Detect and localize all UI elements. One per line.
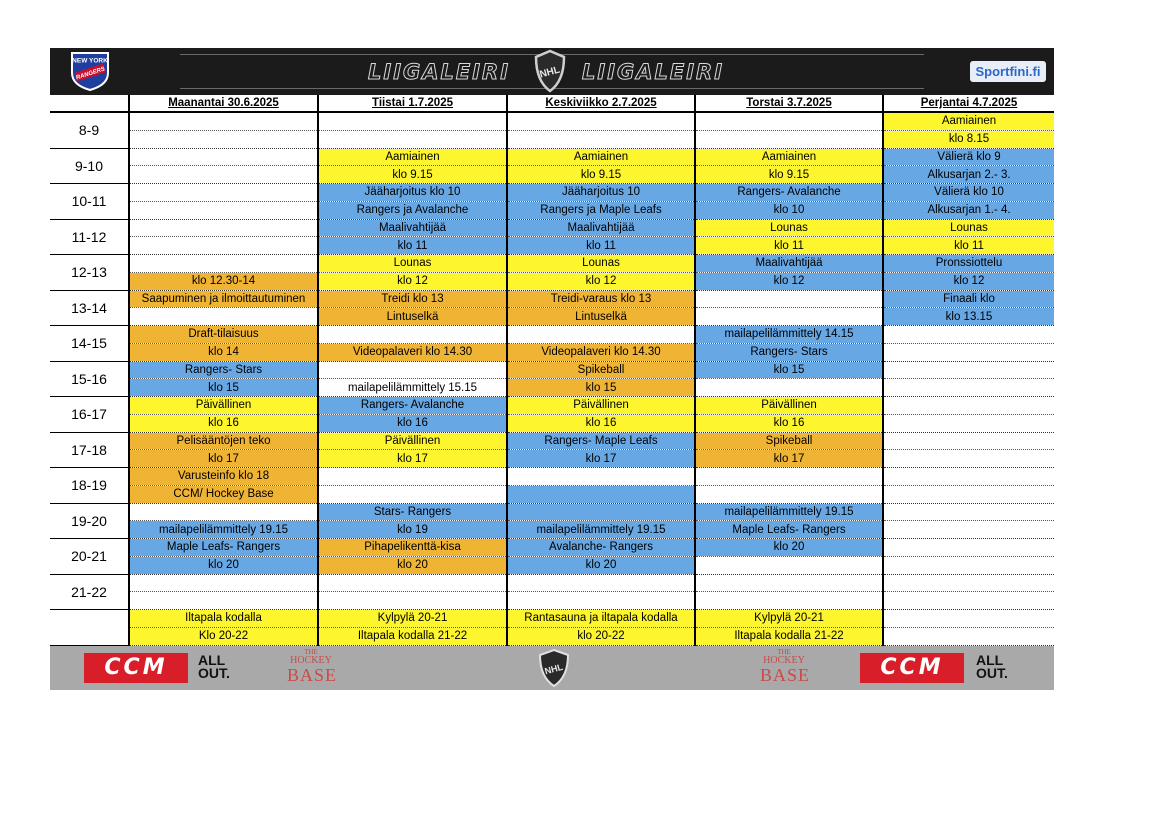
time-label: 21-22	[50, 574, 129, 610]
schedule-cell: klo 11	[507, 237, 695, 255]
schedule-cell: Päivällinen	[129, 397, 318, 415]
nhl-shield-icon	[532, 49, 568, 93]
header-banner	[50, 48, 1054, 95]
hockey-base-hockey: HOCKEY	[290, 654, 332, 666]
time-slot-row	[50, 326, 1054, 344]
schedule-cell	[883, 379, 1054, 397]
schedule-cell	[129, 503, 318, 521]
time-label: 8-9	[50, 112, 129, 148]
schedule-cell: Iltapala kodalla	[129, 610, 318, 628]
schedule-cell: klo 12	[318, 272, 507, 290]
schedule-cell: Lintuselkä	[318, 308, 507, 326]
schedule-cell: klo 20-22	[507, 627, 695, 645]
schedule-cell	[129, 184, 318, 202]
time-slot-row	[50, 379, 1054, 397]
nhl-shield-text: NHL	[538, 64, 562, 81]
time-label: 13-14	[50, 290, 129, 326]
schedule-cell: Treidi-varaus klo 13	[507, 290, 695, 308]
schedule-cell: klo 17	[129, 450, 318, 468]
all-out-word2: OUT.	[976, 664, 1008, 681]
schedule-cell: klo 17	[695, 450, 883, 468]
time-label: 16-17	[50, 397, 129, 433]
schedule-cell	[129, 237, 318, 255]
schedule-sheet	[50, 48, 1054, 690]
schedule-cell: mailapelilämmittely 19.15	[507, 521, 695, 539]
schedule-cell: Maalivahtijää	[318, 219, 507, 237]
schedule-cell: mailapelilämmittely 19.15	[695, 503, 883, 521]
schedule-cell: klo 11	[318, 237, 507, 255]
schedule-cell: Alkusarjan 2.- 3.	[883, 166, 1054, 184]
schedule-cell: Klo 20-22	[129, 627, 318, 645]
schedule-cell: Välierä klo 10	[883, 184, 1054, 202]
schedule-cell	[883, 414, 1054, 432]
time-label: 20-21	[50, 539, 129, 575]
schedule-cell: Finaali klo	[883, 290, 1054, 308]
time-label: 18-19	[50, 468, 129, 504]
rangers-logo-icon	[69, 51, 111, 91]
schedule-cell: Rangers- Stars	[129, 361, 318, 379]
schedule-cell: Päivällinen	[318, 432, 507, 450]
schedule-cell: klo 11	[883, 237, 1054, 255]
schedule-cell	[129, 574, 318, 592]
schedule-cell	[507, 485, 695, 503]
schedule-cell: klo 16	[129, 414, 318, 432]
schedule-cell: Videopalaveri klo 14.30	[507, 343, 695, 361]
schedule-cell	[883, 450, 1054, 468]
time-slot-row	[50, 627, 1054, 645]
schedule-cell	[695, 468, 883, 486]
schedule-cell: Jääharjoitus klo 10	[318, 184, 507, 202]
schedule-cell	[129, 130, 318, 148]
all-out-word1: ALL	[198, 651, 226, 668]
time-slot-row	[50, 272, 1054, 290]
schedule-cell: Päivällinen	[507, 397, 695, 415]
hockey-base-the: THE	[304, 647, 318, 656]
schedule-cell: klo 12	[507, 272, 695, 290]
day-header: Tiistai 1.7.2025	[318, 95, 507, 112]
schedule-cell	[695, 574, 883, 592]
schedule-cell: Lounas	[695, 219, 883, 237]
schedule-cell	[695, 592, 883, 610]
time-slot-row	[50, 414, 1054, 432]
schedule-cell: Maalivahtijää	[507, 219, 695, 237]
schedule-cell	[318, 112, 507, 130]
time-slot-row	[50, 574, 1054, 592]
time-label: 11-12	[50, 219, 129, 255]
schedule-cell	[883, 610, 1054, 628]
day-header: Keskiviikko 2.7.2025	[507, 95, 695, 112]
schedule-cell: Lounas	[883, 219, 1054, 237]
schedule-cell: Rangers- Maple Leafs	[507, 432, 695, 450]
rangers-logo-text-top: NEW YORK	[72, 57, 108, 65]
schedule-cell	[129, 148, 318, 166]
schedule-cell: Lintuselkä	[507, 308, 695, 326]
schedule-cell: Pronssiottelu	[883, 255, 1054, 273]
schedule-cell: Pelisääntöjen teko	[129, 432, 318, 450]
schedule-cell: Rangers- Stars	[695, 343, 883, 361]
schedule-cell: mailapelilämmittely 19.15	[129, 521, 318, 539]
all-out-left	[198, 651, 230, 681]
schedule-cell	[695, 112, 883, 130]
schedule-cell: klo 20	[129, 556, 318, 574]
time-slot-row	[50, 521, 1054, 539]
schedule-cell: klo 19	[318, 521, 507, 539]
schedule-cell	[695, 556, 883, 574]
hockey-base-hockey: HOCKEY	[763, 654, 805, 666]
schedule-cell	[129, 592, 318, 610]
schedule-cell	[695, 308, 883, 326]
ccm-logo-right: CCM	[860, 653, 964, 683]
nhl-footer-text: NHL	[543, 661, 564, 676]
schedule-cell: klo 9.15	[507, 166, 695, 184]
time-slot-row	[50, 237, 1054, 255]
sponsor-footer	[50, 646, 1054, 690]
time-slot-row	[50, 485, 1054, 503]
schedule-cell: Draft-tilaisuus	[129, 326, 318, 344]
schedule-cell: Rangers- Avalanche	[318, 397, 507, 415]
time-label: 12-13	[50, 255, 129, 291]
all-out-word2: OUT.	[198, 664, 230, 681]
schedule-cell: Rangers ja Maple Leafs	[507, 201, 695, 219]
schedule-cell	[883, 627, 1054, 645]
time-label: 17-18	[50, 432, 129, 468]
time-slot-row	[50, 308, 1054, 326]
schedule-cell: klo 16	[507, 414, 695, 432]
hockey-base-base: BASE	[760, 664, 811, 685]
schedule-cell: Rangers ja Avalanche	[318, 201, 507, 219]
time-slot-row	[50, 592, 1054, 610]
schedule-cell: klo 12	[883, 272, 1054, 290]
schedule-cell	[883, 326, 1054, 344]
schedule-cell: klo 15	[507, 379, 695, 397]
time-label: 9-10	[50, 148, 129, 184]
schedule-cell	[318, 130, 507, 148]
schedule-cell	[507, 574, 695, 592]
schedule-cell: klo 16	[695, 414, 883, 432]
time-slot-row	[50, 397, 1054, 415]
nhl-footer-shield-icon	[536, 648, 572, 688]
schedule-cell: klo 9.15	[318, 166, 507, 184]
schedule-cell: Pihapelikenttä-kisa	[318, 539, 507, 557]
schedule-cell: Spikeball	[695, 432, 883, 450]
schedule-cell: klo 8.15	[883, 130, 1054, 148]
schedule-cell: Varusteinfo klo 18	[129, 468, 318, 486]
schedule-body	[50, 112, 1054, 645]
time-slot-row	[50, 184, 1054, 202]
schedule-cell	[507, 112, 695, 130]
corner-cell	[50, 95, 129, 112]
schedule-cell: klo 15	[695, 361, 883, 379]
schedule-cell	[507, 503, 695, 521]
schedule-cell	[507, 468, 695, 486]
schedule-cell: klo 20	[318, 556, 507, 574]
sportfini-logo[interactable]: Sportfini.fi	[970, 61, 1046, 82]
time-label: 19-20	[50, 503, 129, 539]
time-slot-row	[50, 148, 1054, 166]
schedule-cell	[318, 361, 507, 379]
schedule-cell	[507, 130, 695, 148]
schedule-cell: klo 14	[129, 343, 318, 361]
schedule-cell	[129, 255, 318, 273]
schedule-cell: Videopalaveri klo 14.30	[318, 343, 507, 361]
schedule-cell: Jääharjoitus 10	[507, 184, 695, 202]
schedule-cell: Stars- Rangers	[318, 503, 507, 521]
time-slot-row	[50, 503, 1054, 521]
schedule-cell: Treidi klo 13	[318, 290, 507, 308]
hockey-base-base: BASE	[287, 664, 338, 685]
schedule-cell: klo 16	[318, 414, 507, 432]
time-slot-row	[50, 219, 1054, 237]
time-slot-row	[50, 201, 1054, 219]
schedule-cell: klo 13.15	[883, 308, 1054, 326]
schedule-cell: klo 10	[695, 201, 883, 219]
schedule-cell: klo 12	[695, 272, 883, 290]
schedule-cell: Välierä klo 9	[883, 148, 1054, 166]
schedule-cell	[883, 432, 1054, 450]
schedule-cell	[507, 326, 695, 344]
all-out-right	[976, 651, 1008, 681]
time-slot-row	[50, 290, 1054, 308]
schedule-cell: klo 12.30-14	[129, 272, 318, 290]
schedule-cell	[883, 592, 1054, 610]
schedule-cell: Lounas	[318, 255, 507, 273]
schedule-cell: Avalanche- Rangers	[507, 539, 695, 557]
day-header: Torstai 3.7.2025	[695, 95, 883, 112]
schedule-cell	[695, 379, 883, 397]
hockey-base-logo-left	[287, 647, 338, 687]
schedule-cell: Iltapala kodalla 21-22	[318, 627, 507, 645]
schedule-cell: Aamiainen	[883, 112, 1054, 130]
schedule-cell	[695, 130, 883, 148]
schedule-cell: Spikeball	[507, 361, 695, 379]
schedule-cell	[129, 308, 318, 326]
schedule-cell: Aamiainen	[318, 148, 507, 166]
schedule-cell: Maple Leafs- Rangers	[695, 521, 883, 539]
schedule-cell: Aamiainen	[507, 148, 695, 166]
day-header: Perjantai 4.7.2025	[883, 95, 1054, 112]
time-slot-row	[50, 539, 1054, 557]
schedule-cell: klo 17	[318, 450, 507, 468]
hockey-base-logo-right	[760, 647, 811, 687]
schedule-cell: klo 9.15	[695, 166, 883, 184]
schedule-table	[50, 95, 1054, 646]
schedule-cell	[318, 485, 507, 503]
schedule-cell	[695, 485, 883, 503]
ccm-logo-left: CCM	[84, 653, 188, 683]
liigaleiri-left-wordmark: LIIGALEIRI	[368, 60, 511, 84]
schedule-cell: klo 20	[695, 539, 883, 557]
schedule-cell: Kylpylä 20-21	[695, 610, 883, 628]
hockey-base-the: THE	[777, 647, 791, 656]
time-slot-row	[50, 166, 1054, 184]
time-slot-row	[50, 130, 1054, 148]
liigaleiri-right-wordmark: LIIGALEIRI	[582, 60, 725, 84]
schedule-cell	[883, 539, 1054, 557]
schedule-cell	[883, 574, 1054, 592]
schedule-cell	[883, 485, 1054, 503]
schedule-cell: Päivällinen	[695, 397, 883, 415]
schedule-cell: Alkusarjan 1.- 4.	[883, 201, 1054, 219]
time-label: 10-11	[50, 184, 129, 220]
schedule-cell	[883, 343, 1054, 361]
schedule-cell: Aamiainen	[695, 148, 883, 166]
schedule-cell	[129, 219, 318, 237]
time-slot-row	[50, 432, 1054, 450]
time-label	[50, 610, 129, 646]
time-slot-row	[50, 112, 1054, 130]
schedule-cell	[129, 112, 318, 130]
time-label: 15-16	[50, 361, 129, 397]
all-out-word1: ALL	[976, 651, 1004, 668]
schedule-cell: Maalivahtijää	[695, 255, 883, 273]
schedule-cell: klo 15	[129, 379, 318, 397]
schedule-cell	[129, 166, 318, 184]
schedule-cell	[883, 556, 1054, 574]
schedule-cell	[318, 326, 507, 344]
schedule-cell: mailapelilämmittely 15.15	[318, 379, 507, 397]
time-slot-row	[50, 343, 1054, 361]
time-slot-row	[50, 468, 1054, 486]
schedule-cell: Rantasauna ja iltapala kodalla	[507, 610, 695, 628]
schedule-cell	[507, 592, 695, 610]
schedule-cell: Lounas	[507, 255, 695, 273]
schedule-cell	[883, 397, 1054, 415]
schedule-cell: Saapuminen ja ilmoittautuminen	[129, 290, 318, 308]
schedule-cell	[883, 361, 1054, 379]
time-slot-row	[50, 450, 1054, 468]
time-slot-row	[50, 255, 1054, 273]
schedule-cell	[318, 574, 507, 592]
time-label: 14-15	[50, 326, 129, 362]
schedule-cell: Kylpylä 20-21	[318, 610, 507, 628]
schedule-cell	[883, 503, 1054, 521]
schedule-cell	[318, 592, 507, 610]
schedule-cell: Rangers- Avalanche	[695, 184, 883, 202]
schedule-cell: klo 11	[695, 237, 883, 255]
schedule-cell: Maple Leafs- Rangers	[129, 539, 318, 557]
rangers-logo-text-bottom: RANGERS	[75, 66, 106, 82]
schedule-cell: klo 17	[507, 450, 695, 468]
schedule-cell	[129, 201, 318, 219]
time-slot-row	[50, 361, 1054, 379]
day-header-row	[50, 95, 1054, 112]
schedule-cell	[883, 521, 1054, 539]
day-header: Maanantai 30.6.2025	[129, 95, 318, 112]
schedule-cell: Iltapala kodalla 21-22	[695, 627, 883, 645]
schedule-cell	[695, 290, 883, 308]
schedule-cell: klo 20	[507, 556, 695, 574]
schedule-cell	[883, 468, 1054, 486]
schedule-cell: CCM/ Hockey Base	[129, 485, 318, 503]
schedule-cell	[318, 468, 507, 486]
time-slot-row	[50, 610, 1054, 628]
schedule-cell: mailapelilämmittely 14.15	[695, 326, 883, 344]
time-slot-row	[50, 556, 1054, 574]
